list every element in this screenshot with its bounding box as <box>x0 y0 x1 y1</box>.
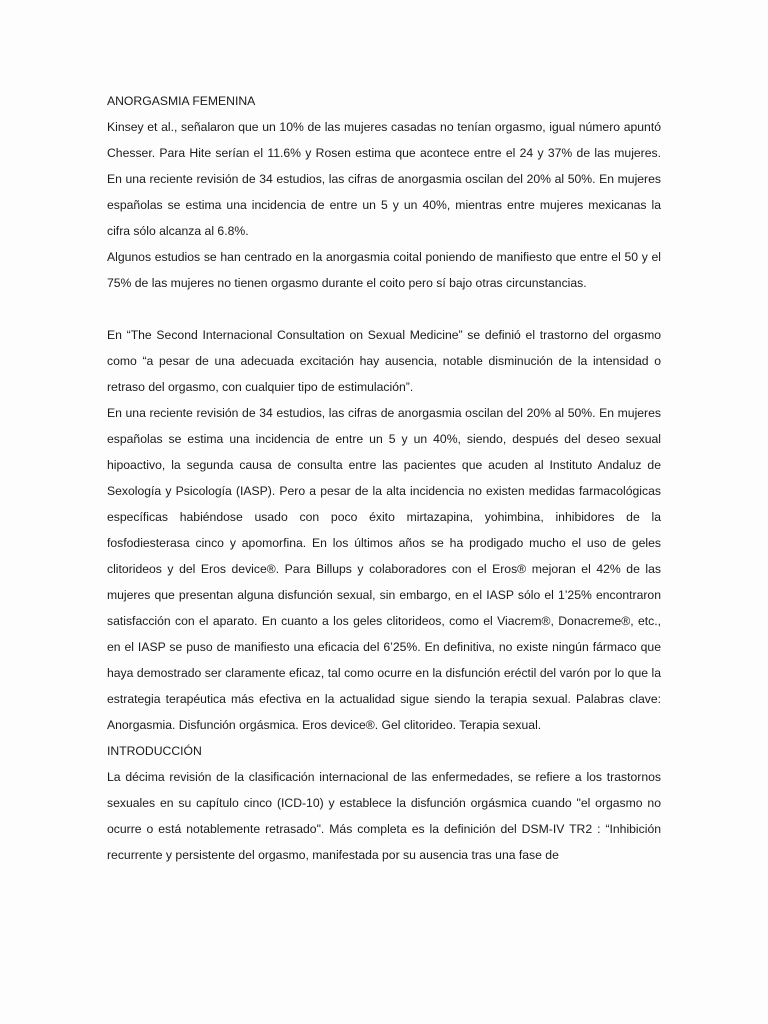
paragraph-abstract: En una reciente revisión de 34 estudios, las cifras de anorgasmia oscilan del 20% al 50%. En mujeres españolas se estima una incidencia de entre un 5 y un 40%, siendo, después del deseo sexual hipoactivo, la segunda causa de consulta entre las pacientes que acuden al Instituto Andaluz de Sexología y Psicología (IASP). Pero a pesar de la alta incidencia no existen medidas farmacológicas específicas habiéndose usado con poco éxito mirtazapina, yohimbina, inhibidores de la fosfodiesterasa cinco y apomorfina. En los últimos años se ha prodigado mucho el uso de geles clitorideos y del Eros device®. Para Billups y colaboradores con el Eros® mejoran el 42% de las mujeres que presentan alguna disfunción sexual, sin embargo, en el IASP sólo el 1’25% encontraron satisfacción con el aparato. En cuanto a los geles clitorideos, como el Viacrem®, Donacreme®, etc., en el IASP se puso de manifiesto una eficacia del 6’25%. En definitiva, no existe ningún fármaco que haya demostrado ser claramente eficaz, tal como ocurre en la disfunción eréctil del varón por lo que la estrategia terapéutica más efectiva en la actualidad sigue siendo la terapia sexual. Palabras clave: Anorgasmia. Disfunción orgásmica. Eros device®. Gel clitorideo. Terapia sexual. <box>107 406 661 732</box>
document-body <box>107 88 661 868</box>
section-heading-introduccion: INTRODUCCIÓN <box>107 744 202 758</box>
paragraph-prevalence: Kinsey et al., señalaron que un 10% de las mujeres casadas no tenían orgasmo, igual número apuntó Chesser. Para Hite serían el 11.6% y Rosen estima que acontece entre el 24 y 37% de las mujeres. En una reciente revisión de 34 estudios, las cifras de anorgasmia oscilan del 20% al 50%. En mujeres españolas se estima una incidencia de entre un 5 y un 40%, mientras entre mujeres mexicanas la cifra sólo alcanza al 6.8%. <box>107 120 661 238</box>
section-heading-anorgasmia: ANORGASMIA FEMENINA <box>107 94 256 108</box>
paragraph-spacer <box>107 296 661 322</box>
paragraph-introduction: La décima revisión de la clasificación internacional de las enfermedades, se refiere a los trastornos sexuales en su capítulo cinco (ICD-10) y establece la disfunción orgásmica cuando "el orgasmo no ocurre o está notablemente retrasado". Más completa es la definición del DSM-IV TR2 : “Inhibición recurrente y persistente del orgasmo, manifestada por su ausencia tras una fase de <box>107 770 661 862</box>
paragraph-definition: En “The Second Internacional Consultation on Sexual Medicine” se definió el trastorno del orgasmo como “a pesar de una adecuada excitación hay ausencia, notable disminución de la intensidad o retraso del orgasmo, con cualquier tipo de estimulación”. <box>107 328 661 394</box>
paragraph-coital-anorgasmia: Algunos estudios se han centrado en la anorgasmia coital poniendo de manifiesto que entre el 50 y el 75% de las mujeres no tienen orgasmo durante el coito pero sí bajo otras circunstancias. <box>107 250 661 290</box>
